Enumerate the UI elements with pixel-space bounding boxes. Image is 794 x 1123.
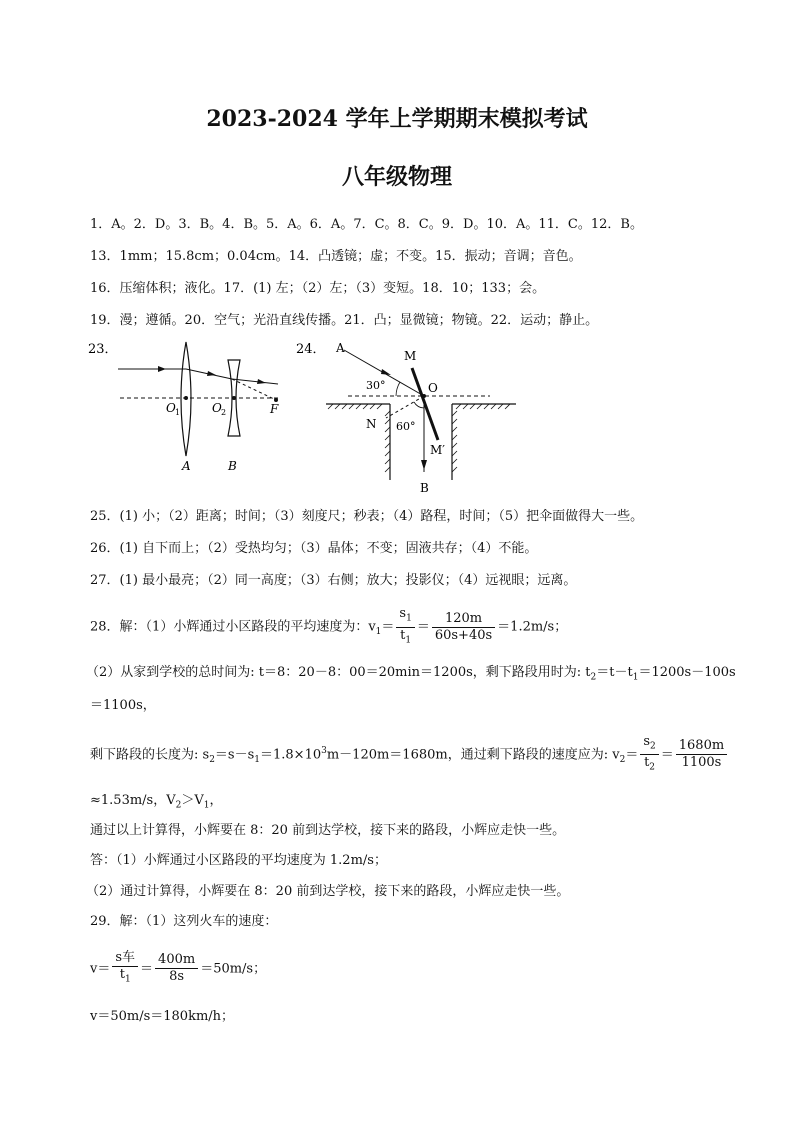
answer-28-line6: 通过以上计算得，小辉要在 8：20 前到达学校，接下来的路段，小辉应走快一些。 xyxy=(90,823,566,838)
angle-60: 60° xyxy=(396,420,416,433)
label-f: F xyxy=(270,402,279,416)
answers-13-15: 13．1mm；15.8cm；0.04cm。14．凸透镜；虚；不变。15．振动；音调；音色。 xyxy=(90,249,582,264)
answer-28-answer1: 答：（1）小辉通过小区路段的平均速度为 1.2m/s； xyxy=(90,853,387,868)
answer-25: 25．(1) 小；（2）距离；时间；（3）刻度尺；秒表；（4）路程，时间；（5）把伞面做得大一些。 xyxy=(90,509,644,524)
label-b: B xyxy=(420,481,429,495)
answer-26: 26．(1) 自下而上；（2）受热均匀；（3）晶体；不变；固液共存；（4）不能。 xyxy=(90,541,538,556)
figure-23 xyxy=(88,338,288,478)
label-o: O xyxy=(428,381,438,395)
label-o1-sub: 1 xyxy=(175,408,181,417)
label-o2-sub: 2 xyxy=(221,408,227,417)
answer-28-line2: （2）从家到学校的总时间为: t＝8：20－8：00＝20min＝1200s，剩下路段用时为: $t_2=t-t_1=1200s-100s$ xyxy=(86,665,736,683)
figure-23-number: 23． xyxy=(88,342,118,357)
answer-29-line1: v＝ $\frac{\text{s车}}{t_1}$ ＝ $\frac{400m}{8s}$ ＝50m/s； xyxy=(90,950,267,985)
answer-28-line5: ≈1.53m/s，$V_2>V_1$， xyxy=(90,793,223,811)
answer-28-line3: ＝1100s， xyxy=(90,698,156,713)
page-title: 2023-2024 学年上学期期末模拟考试 xyxy=(206,106,588,132)
label-lens-a: A xyxy=(182,459,191,473)
answer-28-answer2: （2）通过计算得，小辉要在 8：20 前到达学校，接下来的路段，小辉应走快一些。 xyxy=(86,884,570,899)
answer-29-line2: v＝50m/s＝180km/h； xyxy=(90,1009,235,1024)
label-o1: O xyxy=(166,401,176,415)
figure-24-number: 24． xyxy=(296,342,326,357)
answers-19-22: 19．漫；遵循。20．空气；光沿直线传播。21．凸；显微镜；物镜。22．运动；静止。 xyxy=(90,313,599,328)
figure-24 xyxy=(296,336,522,496)
answers-16-18: 16．压缩体积；液化。17．(1) 左；（2）左；（3）变短。18．10；133；会。 xyxy=(90,281,546,296)
answers-1-12: 1．A。2．D。3．B。4．B。5．A。6．A。7．C。8．C。9．D。10．A。11．C。12．B。 xyxy=(90,217,643,232)
answer-27: 27．(1) 最小最亮；（2）同一高度；（3）右侧；放大；投影仪；（4）远视眼；远离。 xyxy=(90,573,577,588)
label-o2: O xyxy=(212,401,222,415)
label-a: A xyxy=(336,341,345,355)
label-n: N xyxy=(366,417,377,431)
angle-30: 30° xyxy=(366,379,386,392)
answer-29-intro: 29．解：（1）这列火车的速度： xyxy=(90,914,278,929)
label-m: M xyxy=(404,349,417,363)
answer-28-line4: 剩下路段的长度为: $s_2=s-s_1=1.8\times 10^3m-120m=1680m$，通过剩下路段的速度应为: $v_2=$ $\frac{s_2}{t_2}$ ＝ $\frac{1680m}{1100s}$ xyxy=(90,733,729,778)
page-subtitle: 八年级物理 xyxy=(341,164,452,190)
label-lens-b: B xyxy=(228,459,237,473)
answer-28-line1: 28．解：（1）小辉通过小区路段的平均速度为：$v_1=$ $\frac{s_1}{t_1}$ ＝ $\frac{120m}{60s+40s}$ ＝1.2m/s； xyxy=(90,606,568,646)
label-m-prime: M′ xyxy=(430,443,446,457)
